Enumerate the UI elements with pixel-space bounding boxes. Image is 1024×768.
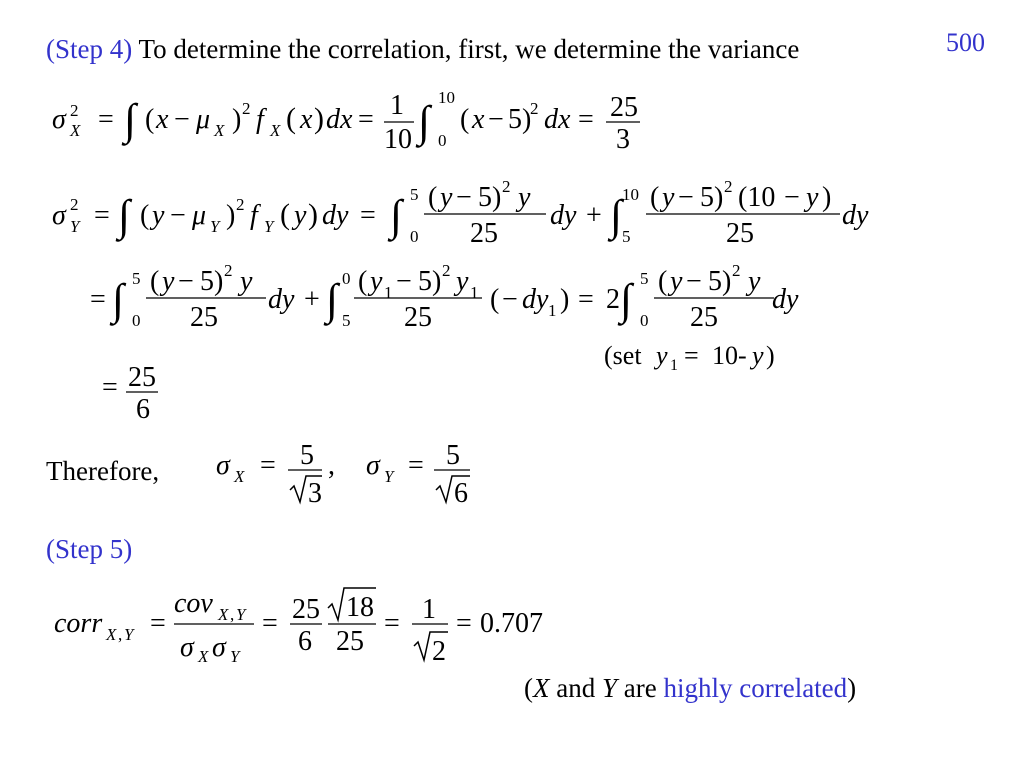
- svg-text:dy: dy: [322, 200, 349, 231]
- equation-var-y-line1: [50, 176, 890, 263]
- svg-text:2: 2: [530, 99, 539, 118]
- svg-text:5): 5): [478, 182, 502, 213]
- svg-text:−: −: [178, 266, 194, 297]
- svg-text:(set: (set: [604, 341, 642, 370]
- equation-correlation: [52, 584, 572, 675]
- svg-text:y: y: [370, 266, 383, 297]
- equation-correlation-svg: [52, 584, 572, 668]
- svg-text:dy: dy: [772, 284, 799, 315]
- equation-var-y-result-svg: [100, 362, 180, 424]
- svg-text:x: x: [472, 104, 485, 135]
- svg-text:0.707: 0.707: [480, 608, 543, 639]
- conclusion-y: Y: [601, 673, 618, 703]
- svg-text:(: (: [358, 266, 368, 297]
- conclusion-and: and: [549, 673, 602, 703]
- svg-text:2: 2: [70, 195, 79, 214]
- svg-text:0: 0: [410, 227, 419, 246]
- svg-text:): ): [822, 182, 832, 213]
- svg-text:X: X: [70, 121, 81, 140]
- svg-text:X: X: [234, 467, 245, 486]
- svg-text:=: =: [94, 200, 110, 231]
- svg-text:): ): [232, 104, 242, 135]
- svg-text:): ): [560, 284, 570, 315]
- equation-sigmas: [214, 438, 494, 517]
- svg-text:10: 10: [622, 185, 639, 204]
- svg-text:25: 25: [190, 302, 218, 333]
- svg-text:(: (: [490, 284, 500, 315]
- svg-text:1: 1: [384, 283, 393, 302]
- svg-text:6: 6: [298, 626, 312, 657]
- svg-text:(: (: [460, 104, 470, 135]
- svg-text:5: 5: [342, 311, 351, 330]
- equation-var-x: [50, 86, 690, 163]
- svg-text:=: =: [456, 608, 472, 639]
- svg-text:−: −: [170, 200, 186, 231]
- svg-text:(: (: [286, 102, 296, 135]
- svg-text:10: 10: [438, 88, 455, 107]
- svg-text:=: =: [260, 450, 276, 481]
- conclusion-highlight: highly correlated: [663, 673, 848, 703]
- svg-text:y: y: [440, 182, 453, 213]
- svg-text:3: 3: [616, 124, 630, 155]
- step4-label: (Step 4): [46, 34, 133, 64]
- svg-text:2: 2: [224, 261, 233, 280]
- svg-text:2: 2: [724, 177, 733, 196]
- svg-text:dx: dx: [544, 104, 571, 135]
- svg-text:=: =: [578, 104, 594, 135]
- svg-text:∫: ∫: [610, 191, 623, 240]
- svg-text:0: 0: [132, 311, 141, 330]
- equation-var-y-line1-svg: [50, 176, 890, 256]
- svg-text:X: X: [214, 121, 225, 140]
- svg-text:Y: Y: [124, 625, 134, 644]
- svg-text:1: 1: [390, 90, 404, 121]
- svg-text:0: 0: [342, 269, 351, 288]
- svg-text:2: 2: [432, 636, 446, 667]
- svg-text:,: ,: [230, 605, 235, 624]
- svg-text:2: 2: [242, 99, 251, 118]
- svg-text:∫: ∫: [118, 191, 131, 240]
- svg-text:6: 6: [136, 394, 150, 424]
- svg-text:−: −: [174, 104, 190, 135]
- svg-text:2: 2: [70, 101, 79, 120]
- equation-var-y-line2: [88, 256, 808, 345]
- svg-text:2: 2: [606, 284, 620, 315]
- substitution-note-svg: [604, 338, 794, 374]
- svg-text:−: −: [784, 182, 800, 213]
- svg-text:Y: Y: [230, 647, 240, 666]
- svg-text:(: (: [150, 266, 160, 297]
- svg-text:∫: ∫: [112, 275, 125, 324]
- svg-text:10: 10: [384, 124, 412, 155]
- svg-text:(: (: [145, 104, 155, 135]
- step4-text: To determine the correlation, first, we determine the variance: [132, 34, 800, 64]
- svg-text:2: 2: [732, 261, 741, 280]
- svg-text:dy: dy: [522, 284, 549, 315]
- svg-text:18: 18: [346, 592, 374, 623]
- svg-text:=: =: [684, 341, 699, 370]
- conclusion-close: ): [847, 673, 857, 703]
- svg-text:5): 5): [200, 266, 224, 297]
- svg-text:): ): [308, 198, 318, 231]
- svg-text:25: 25: [404, 302, 432, 333]
- svg-text:5): 5): [418, 266, 442, 297]
- svg-text:=: =: [150, 608, 166, 639]
- svg-text:y: y: [518, 182, 531, 213]
- svg-text:(: (: [650, 182, 660, 213]
- svg-text:Y: Y: [236, 605, 246, 624]
- step5-label: (Step 5): [46, 534, 133, 564]
- svg-text:25: 25: [690, 302, 718, 333]
- svg-text:=: =: [358, 104, 374, 135]
- svg-text:y: y: [294, 200, 307, 231]
- conclusion: [524, 673, 856, 704]
- svg-text:5: 5: [446, 440, 460, 471]
- svg-text:5: 5: [300, 440, 314, 471]
- svg-text:25: 25: [336, 626, 364, 657]
- svg-text:x: x: [156, 104, 169, 135]
- svg-text:f: f: [256, 104, 264, 135]
- svg-text:dy: dy: [268, 284, 295, 315]
- svg-text:−: −: [686, 266, 702, 297]
- svg-text:X: X: [106, 625, 117, 644]
- svg-text:=: =: [262, 608, 278, 639]
- svg-text:1: 1: [470, 283, 479, 302]
- equation-var-y-line2-svg: [88, 256, 808, 338]
- svg-text:Y: Y: [384, 467, 394, 486]
- equation-sigmas-svg: [214, 438, 494, 510]
- svg-text:∫: ∫: [620, 275, 633, 324]
- svg-text:σ: σ: [52, 104, 66, 135]
- svg-text:−: −: [502, 284, 518, 315]
- svg-text:5: 5: [410, 185, 419, 204]
- svg-text:dy: dy: [550, 200, 577, 231]
- step4-heading: [46, 34, 799, 65]
- svg-text:5): 5): [508, 104, 532, 135]
- svg-text:∫: ∫: [326, 275, 339, 324]
- svg-text:+: +: [586, 200, 602, 231]
- svg-text:25: 25: [128, 362, 156, 393]
- equation-var-x-svg: [50, 86, 690, 156]
- svg-text:2: 2: [236, 195, 245, 214]
- svg-text:y: y: [240, 266, 253, 297]
- svg-text:Y: Y: [264, 217, 274, 236]
- svg-text:1: 1: [548, 301, 557, 320]
- svg-text:1: 1: [422, 594, 436, 625]
- svg-text:f: f: [250, 200, 258, 231]
- svg-text:=: =: [98, 104, 114, 135]
- svg-text:dy: dy: [842, 200, 869, 231]
- svg-text:∫: ∫: [390, 191, 403, 240]
- svg-text:(: (: [658, 266, 668, 297]
- svg-text:2: 2: [442, 261, 451, 280]
- svg-text:5): 5): [708, 266, 732, 297]
- svg-text:corr: corr: [54, 608, 103, 639]
- svg-text:y: y: [656, 341, 668, 370]
- equation-var-y-result: [100, 362, 180, 431]
- svg-text:y: y: [670, 266, 683, 297]
- substitution-note: [604, 338, 794, 381]
- svg-text:,: ,: [118, 625, 123, 644]
- conclusion-open: (: [524, 673, 533, 703]
- svg-text:y: y: [456, 266, 469, 297]
- svg-text:6: 6: [454, 478, 468, 509]
- svg-text:y: y: [806, 182, 819, 213]
- svg-text:): ): [226, 200, 236, 231]
- svg-text:dx: dx: [326, 104, 353, 135]
- svg-text:+: +: [304, 284, 320, 315]
- svg-text:y: y: [162, 266, 175, 297]
- svg-text:5: 5: [640, 269, 649, 288]
- svg-text:(: (: [140, 200, 150, 231]
- svg-text:μ: μ: [196, 104, 211, 135]
- svg-text:=: =: [578, 284, 594, 315]
- svg-text:Y: Y: [70, 217, 80, 236]
- svg-text:σ: σ: [366, 450, 380, 481]
- svg-text:μ: μ: [192, 200, 207, 231]
- svg-text:y: y: [152, 200, 165, 231]
- svg-text:,: ,: [328, 450, 335, 481]
- svg-text:=: =: [360, 200, 376, 231]
- svg-text:cov: cov: [174, 588, 213, 619]
- svg-text:X: X: [198, 647, 209, 666]
- svg-text:(: (: [428, 182, 438, 213]
- svg-text:y: y: [662, 182, 675, 213]
- svg-text:25: 25: [292, 594, 320, 625]
- svg-text:−: −: [488, 104, 504, 135]
- svg-text:−: −: [396, 266, 412, 297]
- svg-text:(: (: [280, 198, 290, 231]
- svg-text:=: =: [384, 608, 400, 639]
- svg-text:y: y: [752, 341, 764, 370]
- svg-text:25: 25: [470, 218, 498, 249]
- therefore-label: Therefore,: [46, 456, 160, 486]
- conclusion-are: are: [617, 673, 664, 703]
- svg-text:∫: ∫: [418, 97, 431, 146]
- svg-text:−: −: [678, 182, 694, 213]
- svg-text:X: X: [218, 605, 229, 624]
- svg-text:=: =: [90, 284, 106, 315]
- svg-text:σ: σ: [216, 450, 230, 481]
- svg-text:σ: σ: [52, 200, 66, 231]
- svg-text:σ: σ: [212, 632, 226, 663]
- svg-text:X: X: [270, 121, 281, 140]
- svg-text:1: 1: [670, 357, 678, 374]
- svg-text:−: −: [456, 182, 472, 213]
- svg-text:25: 25: [610, 92, 638, 123]
- svg-text:∫: ∫: [124, 95, 137, 144]
- svg-text:σ: σ: [180, 632, 194, 663]
- page-number: 500: [946, 28, 985, 57]
- svg-text:5: 5: [622, 227, 631, 246]
- svg-text:5: 5: [132, 269, 141, 288]
- svg-text:25: 25: [726, 218, 754, 249]
- conclusion-x: X: [533, 673, 550, 703]
- svg-text:0: 0: [640, 311, 649, 330]
- svg-text:=: =: [408, 450, 424, 481]
- svg-text:): ): [766, 341, 775, 370]
- svg-text:2: 2: [502, 177, 511, 196]
- svg-text:3: 3: [308, 478, 322, 509]
- svg-text:(10: (10: [738, 182, 776, 213]
- svg-text:0: 0: [438, 131, 447, 150]
- svg-text:x: x: [300, 104, 313, 135]
- svg-text:10-: 10-: [712, 341, 747, 370]
- svg-text:): ): [314, 102, 324, 135]
- svg-text:=: =: [102, 372, 118, 403]
- svg-text:Y: Y: [210, 217, 220, 236]
- svg-text:y: y: [748, 266, 761, 297]
- svg-text:5): 5): [700, 182, 724, 213]
